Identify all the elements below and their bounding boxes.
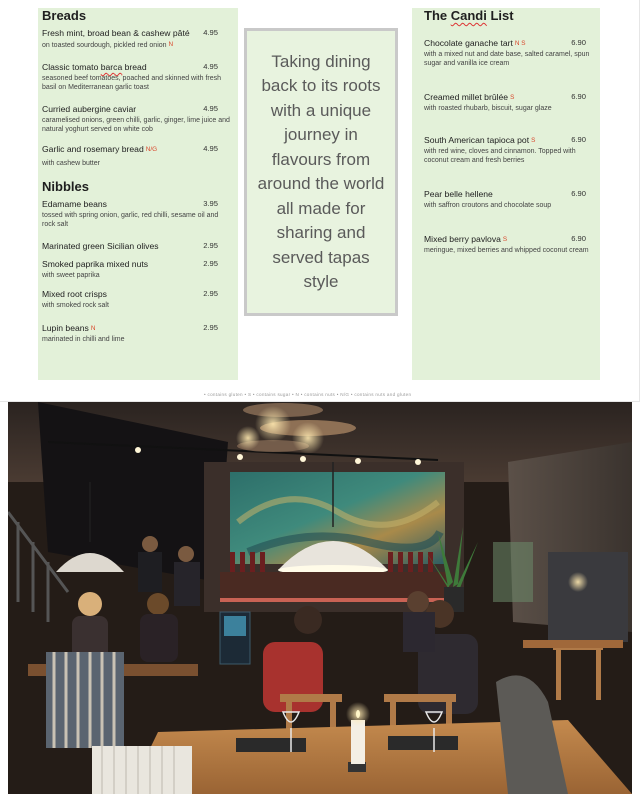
item-price: 2.95 (203, 323, 218, 332)
doorway (493, 542, 533, 602)
menu-item (42, 289, 230, 310)
item-name: Mixed berry pavlova (424, 234, 501, 244)
spellcheck-marked-word: Candi (450, 8, 487, 23)
menu-item (42, 241, 230, 251)
placemat (236, 738, 306, 752)
item-name: Pear belle hellene (424, 189, 493, 199)
item-description: with red wine, cloves and cinnamon. Topped with coconut cream and fresh berries (424, 148, 576, 164)
item-description: with sweet paprika (42, 272, 100, 279)
item-name-part: bread (122, 62, 147, 72)
restaurant-scene (8, 402, 632, 794)
menu-item (42, 144, 230, 168)
item-name: Edamame beans (42, 199, 107, 209)
radiator (92, 746, 192, 794)
item-price: 6.90 (571, 135, 586, 144)
candi-list-heading: The Candi List (424, 8, 514, 23)
diet-marker: S (531, 137, 536, 144)
menu-item (42, 104, 230, 134)
item-name: Creamed millet brûlée (424, 92, 509, 102)
candle (351, 720, 365, 764)
item-name: Garlic and rosemary bread (42, 144, 144, 154)
menu-item (42, 259, 230, 280)
item-description: meringue, mixed berries and whipped coconut cream (424, 247, 589, 254)
item-description: caramelised onions, green chilli, garlic, ginger, lime juice and natural yoghurt served on white cob (42, 117, 230, 133)
item-description: with smoked rock salt (42, 302, 109, 309)
item-description: with cashew butter (42, 160, 100, 167)
item-name: Lupin beans (42, 323, 89, 333)
menu-item (42, 28, 230, 50)
item-price: 4.95 (203, 104, 218, 113)
item-price: 2.95 (203, 289, 218, 298)
item-price: 4.95 (203, 144, 218, 153)
menu-item (424, 135, 596, 165)
menu-item (424, 38, 596, 68)
menu-item (42, 323, 230, 344)
item-price: 2.95 (203, 241, 218, 250)
item-description: with roasted rhubarb, biscuit, sugar glaze (424, 105, 552, 112)
item-name: Chocolate ganache tart (424, 38, 513, 48)
menu-item (424, 189, 596, 210)
diet-marker: N (168, 41, 174, 48)
item-description: marinated in chilli and lime (42, 336, 125, 343)
item-description: with saffron croutons and chocolate soup (424, 202, 552, 209)
diet-marker: N/G (145, 146, 158, 153)
diet-marker: S (510, 94, 515, 101)
item-price: 3.95 (203, 199, 218, 208)
item-price: 2.95 (203, 259, 218, 268)
item-price: 4.95 (203, 28, 218, 37)
restaurant-interior-photo (8, 402, 632, 794)
item-name: Marinated green Sicilian olives (42, 241, 159, 251)
diet-marker: N (90, 325, 96, 332)
placemat (388, 736, 458, 750)
tagline-text: Taking dining back to its roots with a unique journey in flavours from around the world all made for sharing and served tapas style (257, 51, 385, 291)
candi-list-panel (412, 8, 600, 380)
spellcheck-marked-word: barca (100, 62, 123, 72)
breads-heading: Breads (42, 8, 87, 23)
item-name: Smoked paprika mixed nuts (42, 259, 149, 269)
menu-item (424, 234, 596, 255)
item-price: 6.90 (571, 189, 586, 198)
item-name: Mixed root crisps (42, 289, 107, 299)
striped-chair (46, 652, 124, 748)
item-price: 6.90 (571, 92, 586, 101)
menu-item (42, 62, 230, 92)
item-price: 6.90 (571, 38, 586, 47)
empty-table (523, 640, 623, 648)
menu-item (424, 92, 596, 113)
diet-marker: N S (514, 40, 526, 47)
item-name: Curried aubergine caviar (42, 104, 137, 114)
breads-nibbles-panel (38, 8, 238, 380)
dietary-legend: • contains gluten • S • contains sugar • N • contains nuts • N/G • contains nuts and gluten (204, 392, 412, 397)
nibbles-heading: Nibbles (42, 179, 89, 194)
item-price: 4.95 (203, 62, 218, 71)
item-name: Fresh mint, broad bean & cashew pâté (42, 28, 190, 38)
item-description: tossed with spring onion, garlic, red chilli, sesame oil and rock salt (42, 212, 219, 228)
diet-marker: S (502, 236, 508, 243)
item-price: 6.90 (571, 234, 586, 243)
item-description: seasoned beef tomatoes, poached and skinned with fresh basil on Mediterranean garlic toast (42, 75, 222, 91)
item-name: South American tapioca pot (424, 135, 530, 145)
item-name-part: Classic tomato (42, 62, 101, 72)
right-window (548, 552, 628, 642)
tagline-box (244, 28, 398, 316)
item-description: with a mixed nut and date base, salted caramel, spun sugar and vanilla ice cream (424, 51, 590, 67)
menu-item (42, 199, 230, 229)
item-description: on toasted sourdough, pickled red onion (42, 42, 167, 49)
